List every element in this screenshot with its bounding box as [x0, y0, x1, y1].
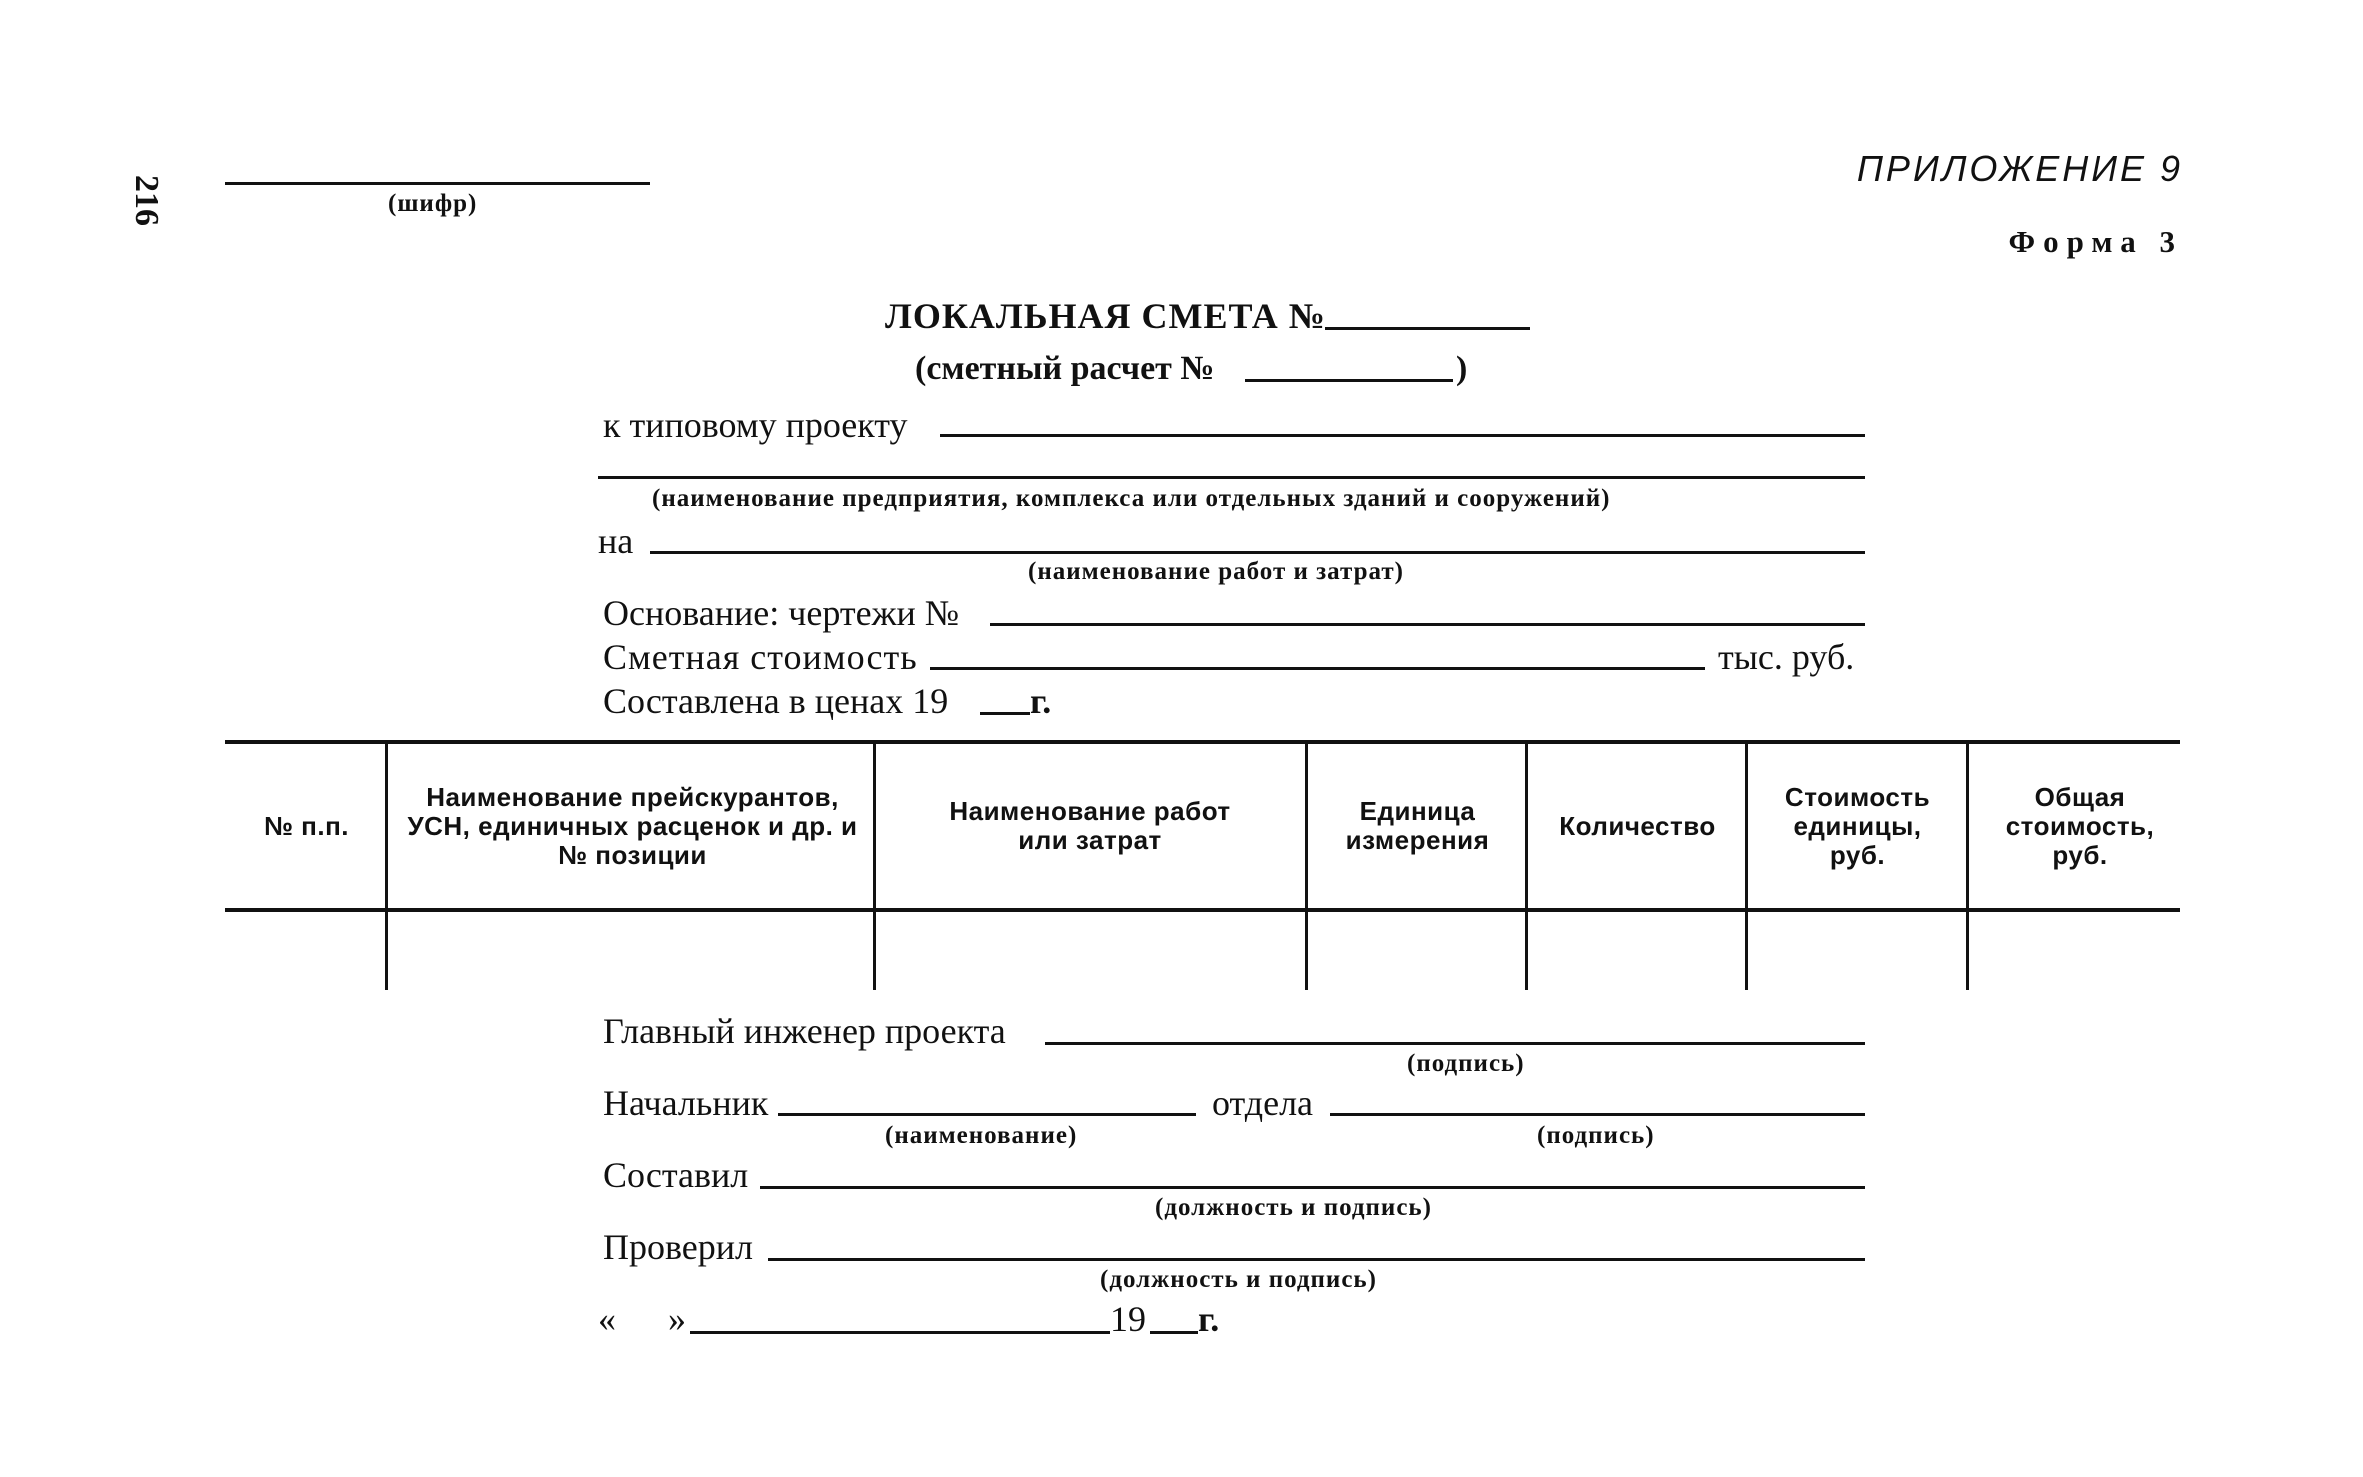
on-label: на	[598, 521, 634, 561]
appendix-label: ПРИЛОЖЕНИЕ 9	[1856, 148, 2183, 189]
project-line	[940, 434, 1865, 437]
cipher-line	[225, 182, 650, 185]
head-name-line	[778, 1113, 1196, 1116]
page-number: 216	[128, 175, 165, 226]
basis-line	[990, 623, 1865, 626]
table-header-work-name: Наименование работ или затрат	[949, 796, 1231, 855]
table-col-divider	[1305, 742, 1308, 990]
table-header-total-cost: Общая стоимость, руб.	[2005, 781, 2155, 870]
table-header-unit: Единица измерения	[1345, 796, 1490, 855]
date-year-line	[1150, 1331, 1198, 1334]
head-label: Начальник	[603, 1083, 769, 1123]
date-line	[690, 1331, 1110, 1334]
department-label: отдела	[1212, 1083, 1314, 1123]
date-close-quote: »	[668, 1299, 686, 1339]
table-col-divider	[1525, 742, 1528, 990]
subtitle-open: (сметный расчет №	[915, 350, 1215, 387]
prices-label: Составлена в ценах 19	[603, 681, 949, 721]
cipher-caption: (шифр)	[388, 190, 478, 217]
basis-label: Основание: чертежи №	[603, 593, 960, 633]
table-header-price-list: Наименование прейскурантов, УСН, единичных расценок и др. и № позиции	[407, 781, 858, 870]
chief-engineer-caption: (подпись)	[1407, 1050, 1525, 1077]
date-open-quote: «	[598, 1299, 616, 1339]
date-year-prefix: 19	[1110, 1299, 1146, 1339]
compiled-label: Составил	[603, 1155, 749, 1195]
form-label: Форма 3	[2008, 224, 2183, 259]
project-line-2	[598, 476, 1865, 479]
checked-line	[768, 1258, 1865, 1261]
on-caption: (наименование работ и затрат)	[1028, 558, 1404, 585]
project-label: к типовому проекту	[603, 405, 908, 445]
cost-unit: тыс. руб.	[1718, 637, 1855, 677]
prices-year-line	[980, 712, 1030, 715]
table-col-divider	[873, 742, 876, 990]
title-number-line	[1325, 327, 1530, 330]
date-year-suffix: г.	[1198, 1299, 1220, 1339]
prices-year-suffix: г.	[1030, 681, 1052, 721]
chief-engineer-line	[1045, 1042, 1865, 1045]
project-caption: (наименование предприятия, комплекса или отдельных зданий и сооружений)	[652, 485, 1611, 512]
on-line	[650, 551, 1865, 554]
checked-caption: (должность и подпись)	[1100, 1266, 1377, 1293]
table-header-unit-cost: Стоимость единицы, руб.	[1784, 781, 1931, 870]
table-header-number: № п.п.	[263, 810, 350, 841]
compiled-line	[760, 1186, 1865, 1189]
page-title: ЛОКАЛЬНАЯ СМЕТА №	[885, 296, 1326, 336]
subtitle-close: )	[1456, 350, 1468, 387]
table-header-quantity: Количество	[1559, 810, 1716, 841]
table-header-border	[225, 908, 2180, 912]
subtitle-number-line	[1245, 379, 1453, 382]
cost-line	[930, 667, 1705, 670]
chief-engineer-label: Главный инженер проекта	[603, 1011, 1006, 1051]
department-line	[1330, 1113, 1865, 1116]
checked-label: Проверил	[603, 1227, 753, 1267]
head-name-caption: (наименование)	[885, 1122, 1078, 1149]
compiled-caption: (должность и подпись)	[1155, 1194, 1432, 1221]
table-col-divider	[385, 742, 388, 990]
table-col-divider	[1745, 742, 1748, 990]
table-col-divider	[1966, 742, 1969, 990]
department-caption: (подпись)	[1537, 1122, 1655, 1149]
cost-label: Сметная стоимость	[603, 637, 918, 677]
